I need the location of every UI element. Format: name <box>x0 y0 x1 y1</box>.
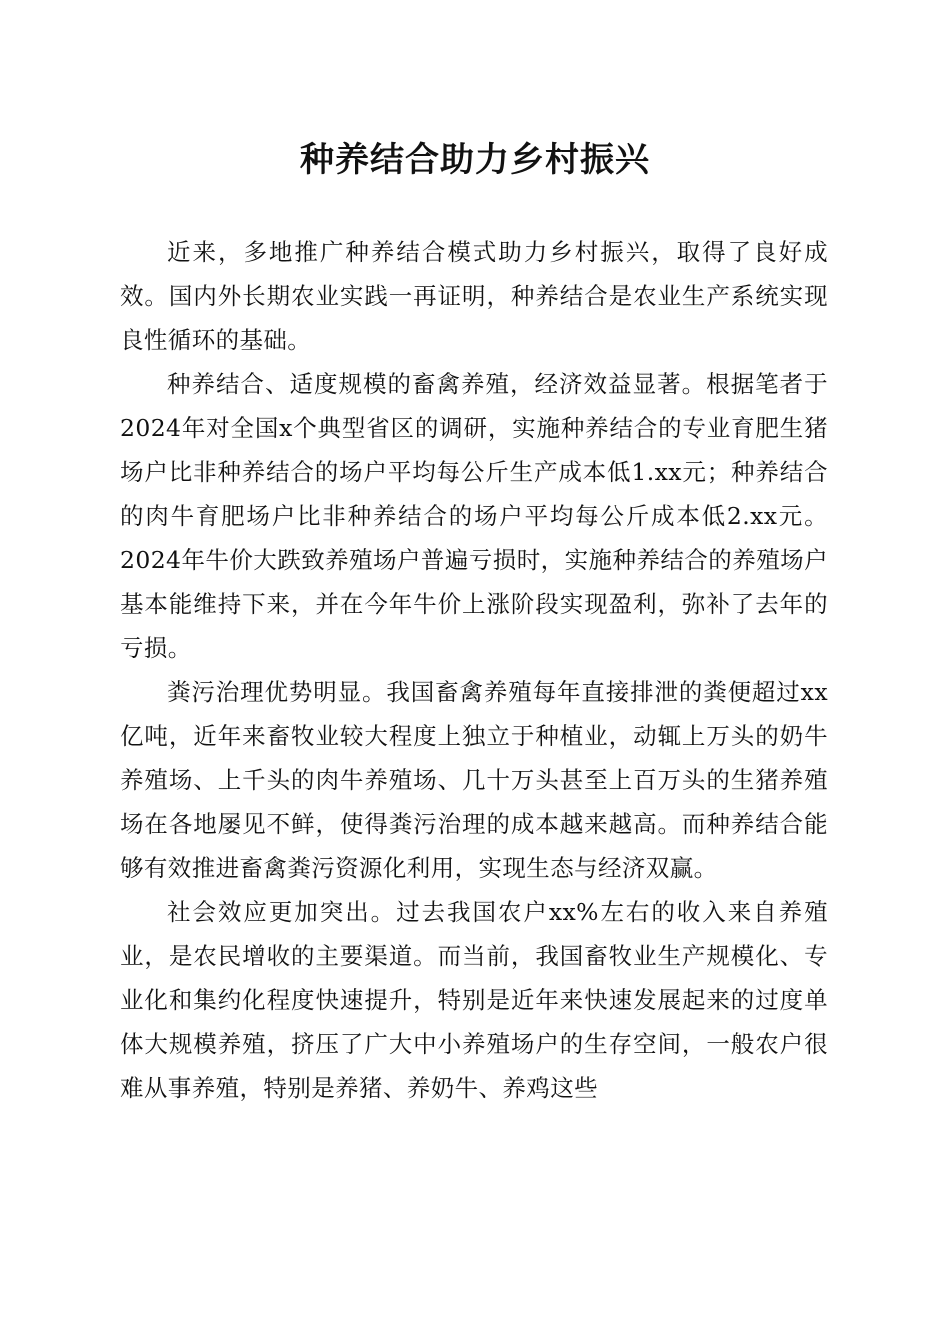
page-title: 种养结合助力乡村振兴 <box>300 140 650 180</box>
paragraph-manure-treatment: 粪污治理优势明显。我国畜禽养殖每年直接排泄的粪便超过xx亿吨，近年来畜牧业较大程度上独立于种植业，动辄上万头的奶牛养殖场、上千头的肉牛养殖场、几十万头甚至上百万头的生猪养殖场在各地屡见不鲜，使得粪污治理的成本越来越高。而种养结合能够有效推进畜禽粪污资源化利用，实现生态与经济双赢。 <box>120 678 828 882</box>
paragraph-economic-benefit: 种养结合、适度规模的畜禽养殖，经济效益显著。根据笔者于2024年对全国x个典型省区的调研，实施种养结合的专业育肥生猪场户比非种养结合的场户平均每公斤生产成本低1.xx元；种养结合的肉牛育肥场户比非种养结合的场户平均每公斤成本低2.xx元。2024年牛价大跌致养殖场户普遍亏损时，实施种养结合的养殖场户基本能维持下来，并在今年牛价上涨阶段实现盈利，弥补了去年的亏损。 <box>120 370 828 662</box>
paragraph-intro: 近来，多地推广种养结合模式助力乡村振兴，取得了良好成效。国内外长期农业实践一再证明，种养结合是农业生产系统实现良性循环的基础。 <box>120 238 828 354</box>
article-body <box>120 230 828 1110</box>
paragraph-social-effect: 社会效应更加突出。过去我国农户xx%左右的收入来自养殖业，是农民增收的主要渠道。而当前，我国畜牧业生产规模化、专业化和集约化程度快速提升，特别是近年来快速发展起来的过度单体大规模养殖，挤压了广大中小养殖场户的生存空间，一般农户很难从事养殖，特别是养猪、养奶牛、养鸡这些 <box>120 898 828 1102</box>
